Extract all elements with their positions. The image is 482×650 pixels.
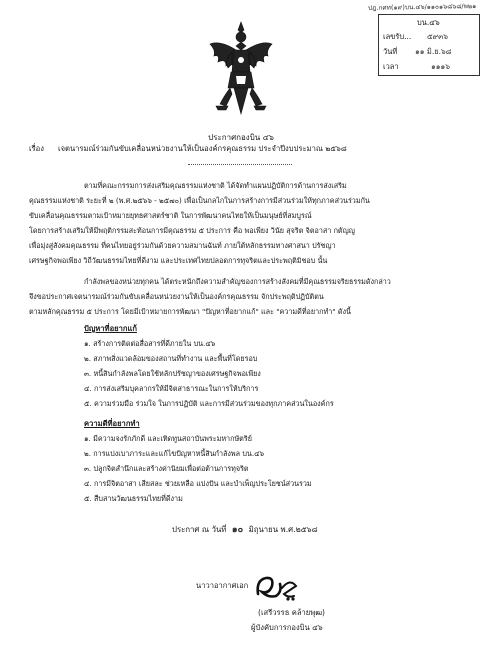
document-title: ประกาศกองบิน ๔๖ — [208, 133, 274, 142]
announce-label: ประกาศ ณ วันที่ — [172, 525, 227, 534]
problem-item: ๔. การส่งเสริมบุคลากรให้มีจิตสาธารณะในการให้บริการ — [84, 384, 259, 393]
stamp-receipt-no: ๕๙๓๖ — [427, 32, 449, 41]
goods-heading: ความดีที่อยากทำ — [84, 419, 140, 428]
stamp-receipt-label: เลขรับ... — [383, 32, 412, 41]
problem-item: ๓. หนี้สินกำลังพลโดยใช้หลักปรัชญาของเศรษฐกิจพอเพียง — [84, 369, 261, 378]
good-item: ๒. การแบ่งเบาภาระและแก้ไขปัญหาหนี้สินกำลังพล บน.๔๖ — [84, 449, 265, 458]
stamp-time-label: เวลา — [383, 62, 399, 71]
garuda-emblem — [206, 20, 276, 118]
paragraph-2-line: กำลังพลของหน่วยทุกคน ได้ตระหนักถึงความสำคัญของการสร้างสังคมที่มีคุณธรรมจริยธรรมดังกล่าว — [84, 277, 391, 286]
paragraph-2-line: ตามหลักคุณธรรม ๕ ประการ โดยมีเป้าหมายการพัฒนา "ปัญหาที่อยากแก้" และ "ความดีที่อยากทำ" ดังนี้ — [29, 307, 351, 316]
paragraph-1-line: เพื่อมุ่งสู่สังคมคุณธรรม ที่คนไทยอยู่ร่วมกันด้วยความสมานฉันท์ ภายใต้หลักธรรมทางศาสนา ปรัชญา — [29, 241, 336, 250]
signer-position: ผู้บังคับการกองบิน ๔๖ — [251, 623, 323, 632]
stamp-unit: บน.๔๖ — [417, 18, 440, 27]
paragraph-1-line: ตามที่คณะกรรมการส่งเสริมคุณธรรมแห่งชาติ ได้จัดทำแผนปฏิบัติการด้านการส่งเสริม — [84, 181, 347, 190]
good-item: ๔. การมีจิตอาสา เสียสละ ช่วยเหลือ แบ่งปัน และบำเพ็ญประโยชน์ส่วนรวม — [84, 479, 312, 488]
paragraph-1-line: ขับเคลื่อนคุณธรรมตามเป้าหมายยุทธศาสตร์ชาติ ในการพัฒนาคนไทยให้เป็นมนุษย์ที่สมบูรณ์ — [29, 211, 312, 220]
announce-day: ๑๐ — [231, 525, 244, 535]
announce-month-year: มิถุนายน พ.ศ.๒๕๖๘ — [248, 525, 318, 534]
handwritten-signature — [252, 568, 298, 606]
signer-rank: นาวาอากาศเอก — [196, 581, 249, 590]
subject-label: เรื่อง — [29, 144, 44, 153]
announce-date — [172, 522, 318, 536]
paragraph-1-line: เศรษฐกิจพอเพียง วิถีวัฒนธรรมไทยที่ดีงาม และประเทศไทยปลอดการทุจริตและประพฤติมิชอบ นั้น — [29, 256, 328, 265]
paragraph-1-line: โดยการสร้างเสริมให้มีพฤติกรรมสะท้อนการมีคุณธรรม ๕ ประการ คือ พอเพียง วินัย สุจริต จิตอาสา กตัญญู — [29, 226, 355, 235]
good-item: ๑. มีความจงรักภักดี และเทิดทูนสถาบันพระมหากษัตริย์ — [84, 434, 252, 443]
signer-name: (เสรีวรรธ คล้ายพุฒ) — [258, 608, 326, 617]
problems-heading: ปัญหาที่อยากแก้ — [84, 324, 137, 333]
good-item: ๓. ปลูกจิตสำนึกและสร้างค่านิยมเพื่อต่อต้านการทุจริต — [84, 464, 249, 473]
stamp-time-value: ๑๑๑๖ — [431, 62, 451, 71]
problem-item: ๑. สร้างการติดต่อสื่อสารที่ดีภายใน บน.๔๖ — [84, 339, 216, 348]
paragraph-1-line: คุณธรรมแห่งชาติ ระยะที่ ๒ (พ.ศ.๒๕๖๖ - ๒๕๗๐) เพื่อเป็นกลไกในการสร้างการมีส่วนร่วมให้ทุกภาคส่วนร่วมกัน — [29, 196, 370, 205]
receipt-stamp — [378, 14, 480, 76]
subject-divider — [188, 164, 292, 165]
stamp-date-label: วันที่ — [383, 47, 398, 56]
handwritten-reference: ปฎ.กศท(๑๙)บน.๔๖/๑๑๐๑๖๘๖๘/พ๒๑ — [367, 2, 477, 12]
good-item: ๕. สืบสานวัฒนธรรมไทยที่ดีงาม — [84, 494, 183, 503]
problem-item: ๒. สภาพสิ่งแวดล้อมของสถานที่ทำงาน และพื้นที่โดยรอบ — [84, 354, 258, 363]
stamp-date-value: ๑๑ มิ.ย.๖๘ — [415, 47, 452, 56]
paragraph-2-line: จึงขอประกาศเจตนารมณ์ร่วมกันขับเคลื่อนหน่วยงานให้เป็นองค์กรคุณธรรม จักประพฤติปฏิบัติตน — [29, 292, 324, 301]
problem-item: ๕. ความร่วมมือ ร่วมใจ ในการปฏิบัติ และการมีส่วนร่วมของทุกภาคส่วนในองค์กร — [84, 399, 334, 408]
subject-text: เจตนารมณ์ร่วมกันขับเคลื่อนหน่วยงานให้เป็นองค์กรคุณธรรม ประจำปีงบประมาณ ๒๕๖๘ — [58, 144, 347, 153]
